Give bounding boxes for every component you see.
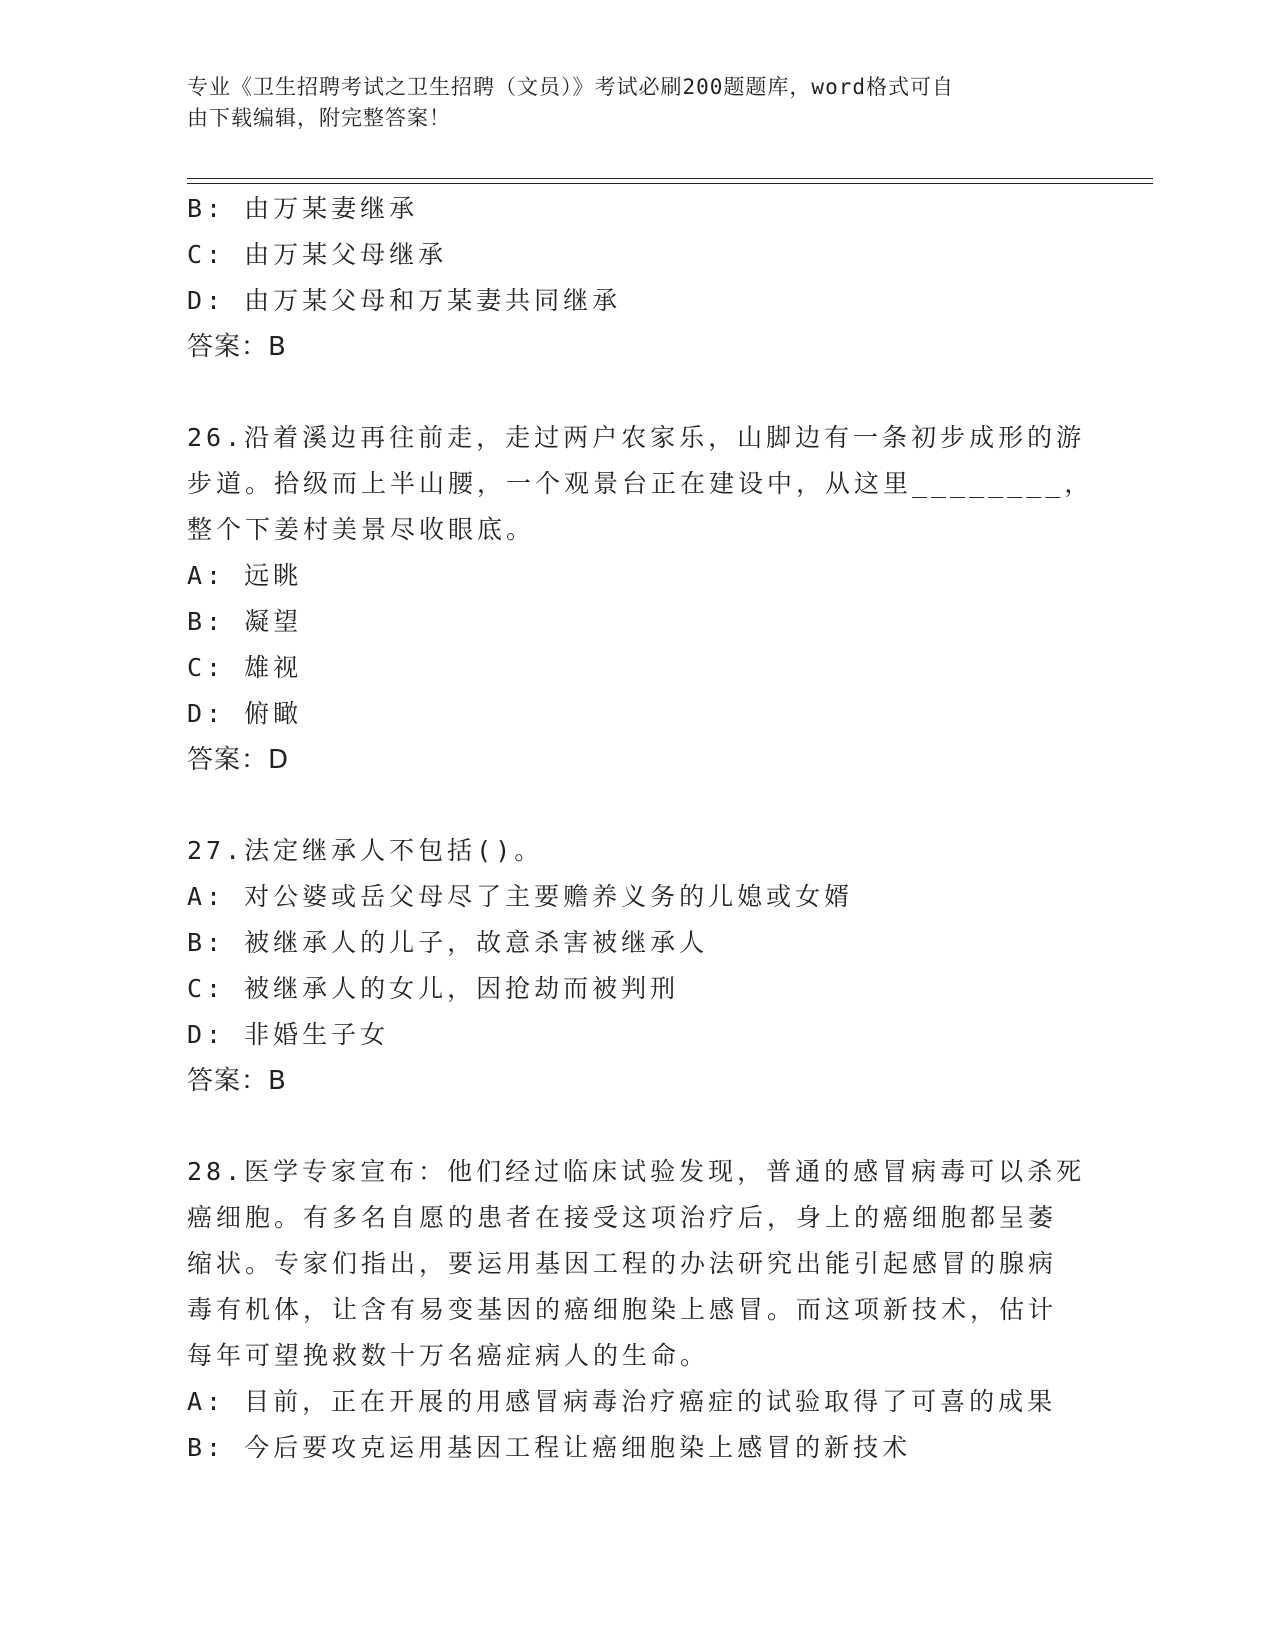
option-a: A: 对公婆或岳父母尽了主要赡养义务的儿媳或女婿 [187,882,854,911]
question-list [187,186,1094,1471]
option-b: B: 凝望 [187,607,303,636]
option-c: C: 被继承人的女儿，因抢劫而被判刑 [187,974,680,1003]
header-divider-double [187,183,1153,184]
option-a: A: 目前，正在开展的用感冒病毒治疗癌症的试验取得了可喜的成果 [187,1387,1057,1416]
answer-label: 答案：B [187,332,287,362]
header-line-1: 专业《卫生招聘考试之卫生招聘（文员）》考试必刷200题题库，word格式可自 [187,75,954,99]
question-stem-line: 步道。拾级而上半山腰，一个观景台正在建设中，从这里________， [187,469,1094,498]
question-27 [187,828,1087,1104]
header-divider [187,178,1153,179]
header-line-2: 由下载编辑，附完整答案！ [187,106,451,130]
question-stem-line: 缩状。专家们指出，要运用基因工程的办法研究出能引起感冒的腺病 [187,1249,1058,1278]
question-stem-line: 每年可望挽救数十万名癌症病人的生命。 [187,1341,710,1370]
question-stem-line: 癌细胞。有多名自愿的患者在接受这项治疗后，身上的癌细胞都呈萎 [187,1203,1058,1232]
answer-label: 答案：B [187,1066,287,1096]
option-d: D: 俯瞰 [187,699,303,728]
option-d: D: 由万某父母和万某妻共同继承 [187,286,622,315]
option-b: B: 被继承人的儿子，故意杀害被继承人 [187,928,709,957]
question-stem-line: 28.医学专家宣布：他们经过临床试验发现，普通的感冒病毒可以杀死 [187,1157,1086,1186]
option-c: C: 由万某父母继承 [187,240,448,269]
question-stem-line: 整个下姜村美景尽收眼底。 [187,515,536,544]
question-28 [187,1149,1087,1471]
question-26 [187,415,1094,783]
option-b: B: 由万某妻继承 [187,194,419,223]
option-b: B: 今后要攻克运用基因工程让癌细胞染上感冒的新技术 [187,1433,912,1462]
question-stem-line: 26.沿着溪边再往前走，走过两户农家乐，山脚边有一条初步成形的游 [187,423,1086,452]
option-c: C: 雄视 [187,653,303,682]
option-a: A: 远眺 [187,561,303,590]
answer-label: 答案：D [187,745,290,775]
question-stem-line: 27.法定继承人不包括()。 [187,836,544,865]
question-stem-line: 毒有机体，让含有易变基因的癌细胞染上感冒。而这项新技术，估计 [187,1295,1058,1324]
document-header [187,72,1067,134]
option-d: D: 非婚生子女 [187,1020,390,1049]
question-25-tail [187,186,1087,370]
